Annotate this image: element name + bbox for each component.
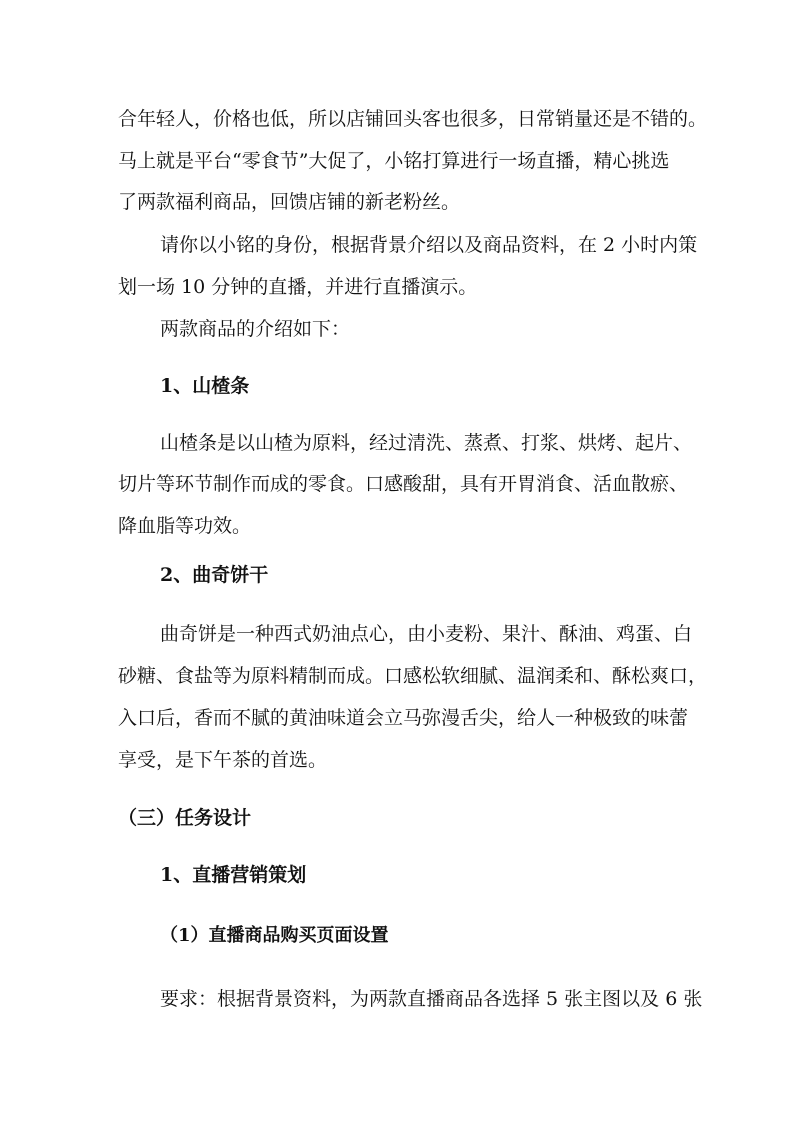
section-heading: 2、曲奇饼干 [160,564,269,586]
subsection-heading: （1）直播商品购买页面设置 [160,925,389,946]
paragraph-line: 入口后，香而不腻的黄油味道会立马弥漫舌尖，给人一种极致的味蕾 [118,707,689,729]
paragraph-line: 山楂条是以山楂为原料，经过清洗、蒸煮、打浆、烘烤、起片、 [160,432,693,454]
paragraph-line: 切片等环节制作而成的零食。口感酸甜，具有开胃消食、活血散瘀、 [118,473,689,495]
paragraph-line: 划一场 10 分钟的直播，并进行直播演示。 [118,276,478,298]
paragraph-line: 了两款福利商品，回馈店铺的新老粉丝。 [118,191,461,213]
paragraph-line: 合年轻人，价格也低，所以店铺回头客也很多，日常销量还是不错的。 [118,108,708,130]
paragraph-line: 曲奇饼是一种西式奶油点心，由小麦粉、果汁、酥油、鸡蛋、白 [160,623,693,645]
section-heading: 1、山楂条 [160,375,250,397]
paragraph-line: 要求：根据背景资料，为两款直播商品各选择 5 张主图以及 6 张 [160,988,703,1010]
paragraph-line: 享受，是下午茶的首选。 [118,749,328,771]
chapter-heading: （三）任务设计 [118,807,252,829]
section-heading: 1、直播营销策划 [160,864,307,886]
paragraph-line: 两款商品的介绍如下： [160,318,351,340]
paragraph-line: 砂糖、食盐等为原料精制而成。口感松软细腻、温润柔和、酥松爽口， [118,665,708,687]
paragraph-line: 马上就是平台“零食节”大促了，小铭打算进行一场直播，精心挑选 [118,150,670,172]
paragraph-line: 请你以小铭的身份，根据背景介绍以及商品资料，在 2 小时内策 [160,234,698,256]
paragraph-line: 降血脂等功效。 [118,515,252,537]
